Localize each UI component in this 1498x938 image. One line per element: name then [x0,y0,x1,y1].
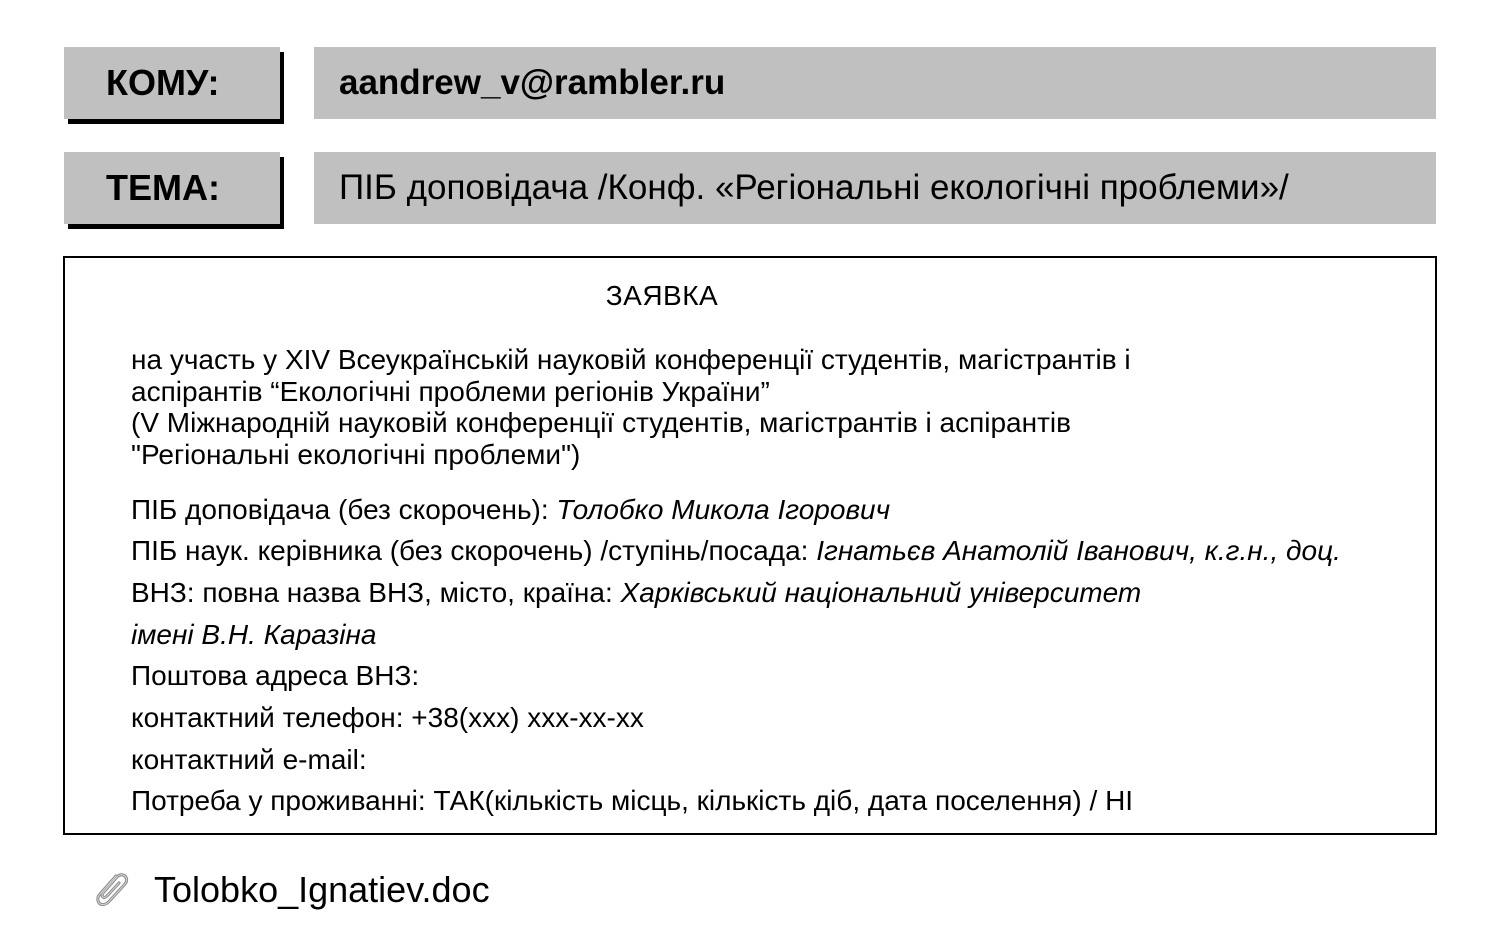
intro-line: аспірантів “Екологічні проблеми регіонів України” [131,375,770,407]
field-postal-address: Поштова адреса ВНЗ: [131,660,420,691]
to-label: КОМУ: [64,47,280,119]
field-advisor [131,535,1341,567]
form-intro [131,344,1421,470]
subject-field[interactable]: ПІБ доповідача /Конф. «Регіональні екологічні проблеми»/ [314,152,1436,224]
field-value: Харківський національний університет [620,577,1142,608]
intro-line: (V Міжнародній науковій конференції студентів, магістрантів і аспірантів [131,407,1071,438]
form-title: ЗАЯВКА [605,280,719,311]
field-value: імені В.Н. Каразіна [131,619,377,650]
field-label: ПІБ доповідача (без скорочень): [131,494,557,525]
attachment-filename[interactable]: Tolobko_Ignatiev.doc [154,869,490,910]
attachment[interactable] [92,866,490,914]
message-body[interactable] [63,256,1437,835]
field-value: Толобко Микола Ігорович [556,494,891,525]
field-value: Ігнатьєв Анатолій Іванович, к.г.н., доц. [816,535,1341,566]
field-university-continued [131,619,376,651]
field-email: контактний e-mail: [131,744,367,775]
field-accommodation: Потреба у проживанні: ТАК(кількість місць, кількість діб, дата поселення) / НІ [131,785,1134,816]
to-field[interactable]: aandrew_v@rambler.ru [314,47,1436,119]
intro-line: на участь у XIV Всеукраїнській науковій конференції студентів, магістрантів і [131,344,1131,375]
subject-label: ТЕМА: [64,152,280,224]
field-university [131,577,1141,609]
field-speaker-name [131,494,890,526]
paperclip-icon [92,870,132,910]
field-phone: контактний телефон: +38(ххх) ххх-хх-хх [131,702,644,733]
field-label: ВНЗ: повна назва ВНЗ, місто, країна: [131,577,621,608]
intro-line: "Регіональні екологічні проблеми") [131,438,581,470]
field-label: ПІБ наук. керівника (без скорочень) /ступінь/посада: [131,535,817,566]
